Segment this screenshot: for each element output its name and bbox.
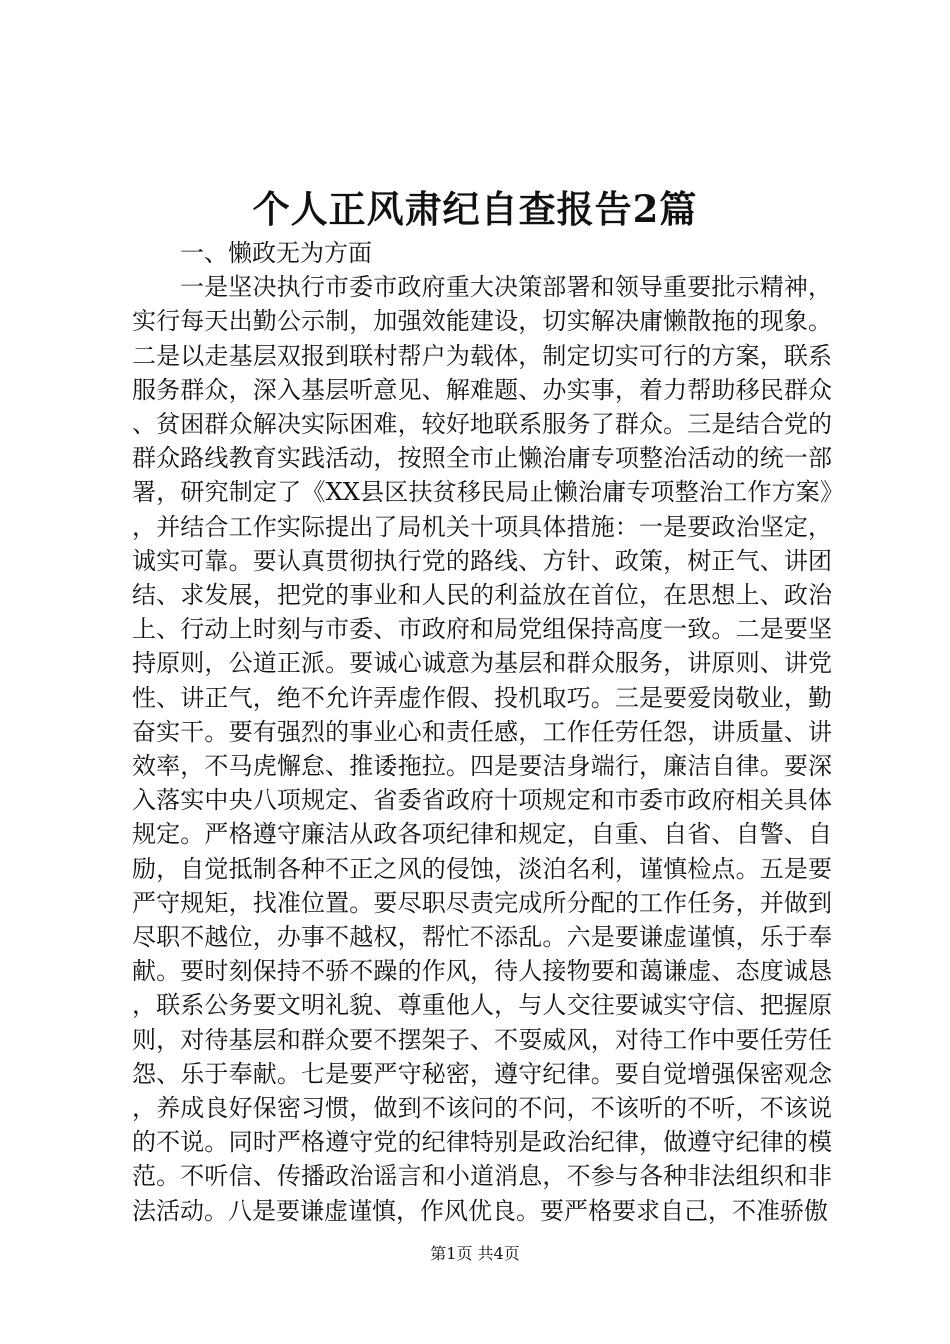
document-title: 个人正风肃纪自查报告2篇 <box>252 187 698 231</box>
section-heading: 一、懒政无为方面 <box>180 239 372 267</box>
page-footer: 第1页 共4页 <box>430 1244 520 1263</box>
body-paragraph: 一是坚决执行市委市政府重大决策部署和领导重要批示精神，实行每天出勤公示制，加强效能建设，切实解决庸懒散拖的现象。二是以走基层双报到联村帮户为载体，制定切实可行的方案，联系服务群众，深入基层听意见、解难题、办实事，着力帮助移民群众、贫困群众解决实际困难，较好地联系服务了群众。三是结合党的群众路线教育实践活动，按照全市止懒治庸专项整治活动的统一部署，研究制定了《XX县区扶贫移民局止懒治庸专项整治工作方案》，并结合工作实际提出了局机关十项具体措施：一是要政治坚定，诚实可靠。要认真贯彻执行党的路线、方针、政策，树正气、讲团结、求发展，把党的事业和人民的利益放在首位，在思想上、政治上、行动上时刻与市委、市政府和局党组保持高度一致。二是要坚持原则，公道正派。要诚心诚意为基层和群众服务，讲原则、讲党性、讲正气，绝不允许弄虚作假、投机取巧。三是要爱岗敬业，勤奋实干。要有强烈的事业心和责任感，工作任劳任怨，讲质量、讲效率，不马虎懈怠、推诿拖拉。四是要洁身端行，廉洁自律。要深入落实中央八项规定、省委省政府十项规定和市委市政府相关具体规定。严格遵守廉洁从政各项纪律和规定，自重、自省、自警、自励，自觉抵制各种不正之风的侵蚀，淡泊名利，谨慎检点。五是要严守规矩，找准位置。要尽职尽责完成所分配的工作任务，并做到尽职不越位，办事不越权，帮忙不添乱。六是要谦虚谨慎，乐于奉献。要时刻保持不骄不躁的作风，待人接物要和蔼谦虚、态度诚恳，联系公务要文明礼貌、尊重他人，与人交往要诚实守信、把握原则，对待基层和群众要不摆架子、不耍威风，对待工作中要任劳任怨、乐于奉献。七是要严守秘密，遵守纪律。要自觉增强保密观念，养成良好保密习惯，做到不该问的不问，不该听的不听，不该说的不说。同时严格遵守党的纪律特别是政治纪律，做遵守纪律的模范。不听信、传播政治谣言和小道消息，不参与各种非法组织和非法活动。八是要谦虚谨慎，作风优良。要严格要求自己，不准骄傲 <box>132 273 832 1225</box>
document-body <box>132 236 832 1228</box>
